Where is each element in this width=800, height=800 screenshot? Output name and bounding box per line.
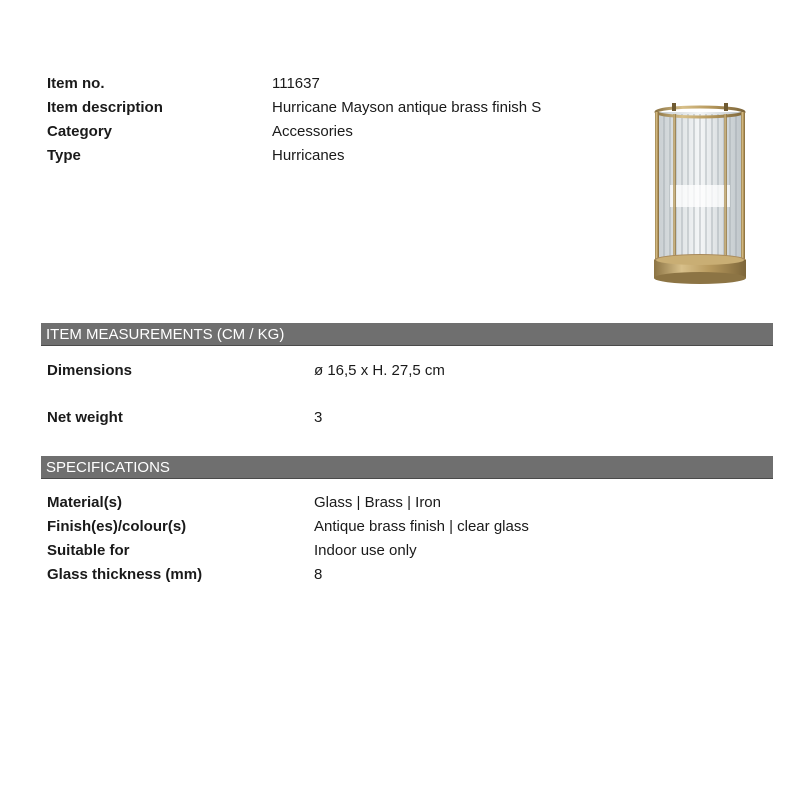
glass-thickness-label: Glass thickness (mm) xyxy=(47,566,203,583)
finish-label: Finish(es)/colour(s) xyxy=(47,518,187,535)
suitable-for-value: Indoor use only xyxy=(314,542,417,559)
dimensions-label: Dimensions xyxy=(47,362,133,379)
materials-value: Glass | Brass | Iron xyxy=(314,494,441,511)
category-label: Category xyxy=(47,123,113,140)
measurements-header: ITEM MEASUREMENTS (CM / KG) xyxy=(41,323,773,346)
type-value: Hurricanes xyxy=(272,147,345,164)
glass-thickness-value: 8 xyxy=(314,566,323,583)
item-description-value: Hurricane Mayson antique brass finish S xyxy=(272,99,542,116)
materials-label: Material(s) xyxy=(47,494,123,511)
product-image xyxy=(640,100,760,290)
item-description-label: Item description xyxy=(47,99,163,116)
dimensions-value: ø 16,5 x H. 27,5 cm xyxy=(314,362,445,379)
suitable-for-label: Suitable for xyxy=(47,542,130,559)
specifications-header: SPECIFICATIONS xyxy=(41,456,773,479)
category-value: Accessories xyxy=(272,123,353,140)
item-no-value: 111637 xyxy=(272,75,320,92)
type-label: Type xyxy=(47,147,81,164)
net-weight-label: Net weight xyxy=(47,409,123,426)
net-weight-value: 3 xyxy=(314,409,323,426)
finish-value: Antique brass finish | clear glass xyxy=(314,518,529,535)
item-no-label: Item no. xyxy=(47,75,105,92)
